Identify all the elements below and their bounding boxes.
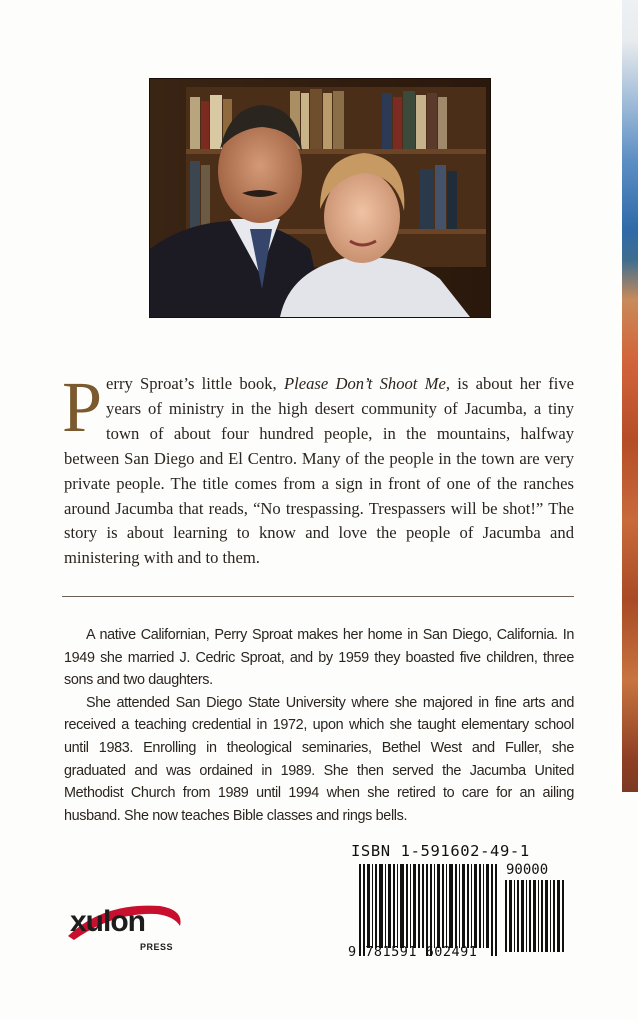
publisher-press-label: PRESS — [140, 942, 174, 952]
description-body: is about her five years of ministry in the high desert community of Jacumba, a tiny town of about four hundred people, in the mountains, halfway between San Diego and El Centro. Many of the people in the town are very private people. The title comes from a sign in front of one of the ranches around Jacumba that reads, “No trespassing. Trespassers will be shot!” The story is about learning to know and love the people of Jacumba and ministering with and to them. — [64, 374, 575, 568]
bio-paragraph: She attended San Diego State University where she majored in fine arts and received a teaching credential in 1972, upon which she taught elementary school until 1983. Enrolling in theological seminaries, Bethel West and Fuller, she graduated and was ordained in 1989. She then served the Jacumba United Methodist Church from 1989 until 1994 when she retired to care for an ailing husband. She now teaches Bible classes and rings bells. — [64, 694, 574, 824]
barcode-ean — [359, 864, 499, 956]
publisher-name: xulon — [70, 905, 145, 938]
bio-paragraph: A native Californian, Perry Sproat makes her home in San Diego, California. In 1949 she married J. Cedric Sproat, and by 1959 they boasted five children, three sons and two daughters. — [64, 627, 574, 689]
book-description — [62, 367, 575, 571]
description-intro: erry Sproat’s little book, — [106, 374, 284, 393]
isbn-label: ISBN 1-591602-49-1 — [351, 842, 530, 860]
drop-cap: P — [62, 367, 103, 447]
author-photo — [149, 78, 491, 318]
spine-artwork — [622, 0, 638, 792]
price-code: 90000 — [506, 862, 549, 878]
section-divider — [62, 596, 574, 597]
barcode-addon — [505, 880, 565, 952]
book-title: Please Don’t Shoot Me, — [283, 374, 451, 393]
author-bio — [64, 624, 574, 827]
ean-digits: 9 781591 602491 — [348, 944, 478, 960]
spine-bottom-blank — [622, 792, 638, 1020]
